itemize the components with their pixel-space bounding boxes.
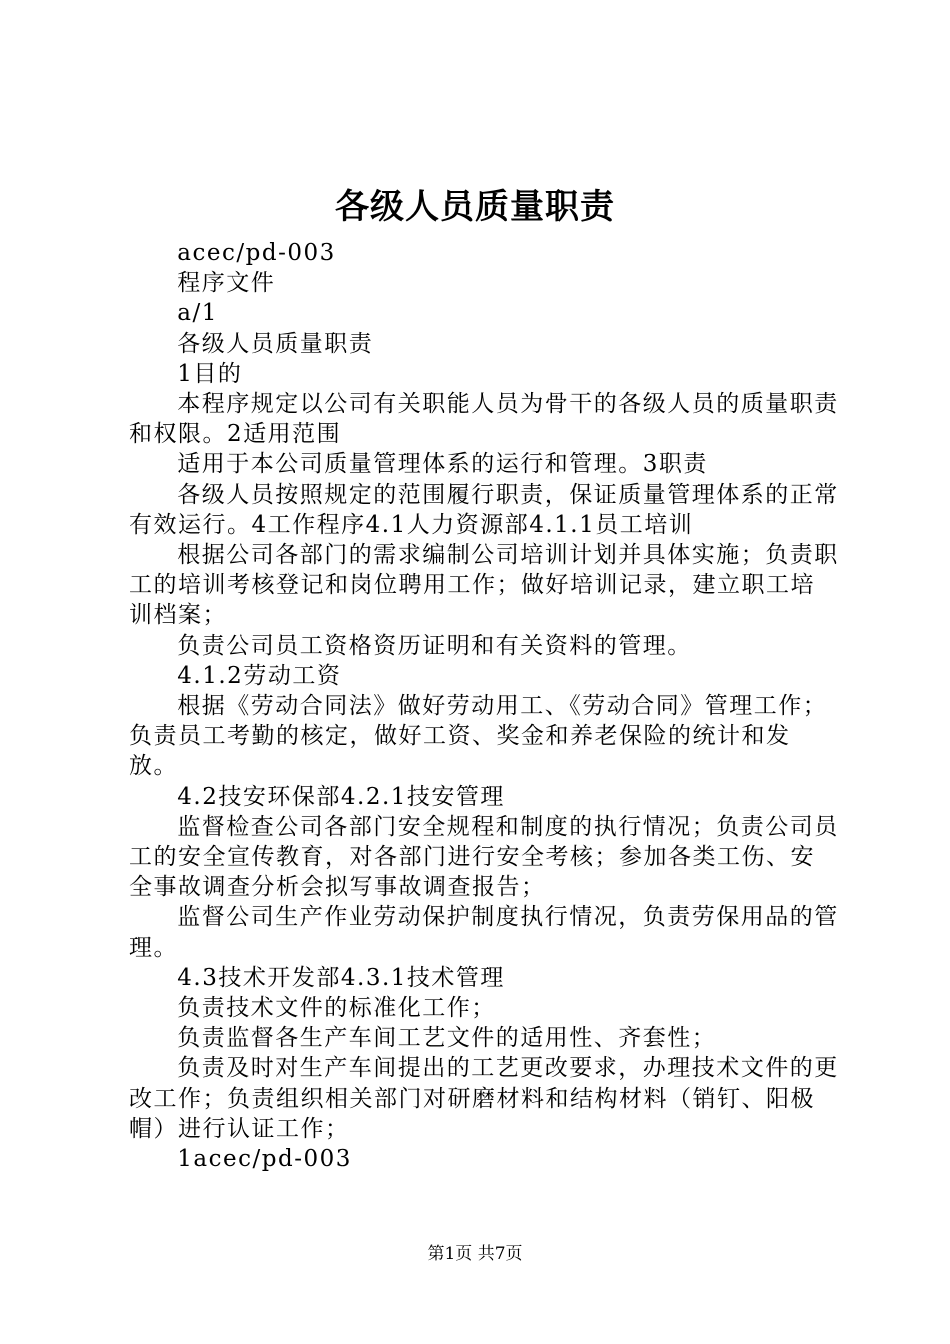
page-number-footer: 第1页 共7页 [427,1244,523,1264]
document-title: 各级人员质量职责 [335,187,615,227]
paragraph: 负责及时对生产车间提出的工艺更改要求，办理技术文件的更改工作；负责组织相关部门对研磨材料和结构材料（销钉、阳极帽）进行认证工作； [129,1055,839,1142]
paragraph: 负责监督各生产车间工艺文件的适用性、齐套性； [177,1025,717,1052]
paragraph: 根据《劳动合同法》做好劳动用工、《劳动合同》管理工作；负责员工考勤的核定，做好工资、奖金和养老保险的统计和发放。 [129,693,828,780]
section-heading: 4.2技安环保部4.2.1技安管理 [177,783,505,810]
doc-code-footer-line: 1acec/pd-003 [177,1146,352,1173]
paragraph: 各级人员按照规定的范围履行职责，保证质量管理体系的正常有效运行。4工作程序4.1人力资源部4.1.1员工培训 [129,481,839,538]
paragraph: 负责公司员工资格资历证明和有关资料的管理。 [177,632,692,659]
doc-version-line: a/1 [177,300,218,327]
paragraph: 适用于本公司质量管理体系的运行和管理。3职责 [177,451,708,478]
paragraph: 本程序规定以公司有关职能人员为骨干的各级人员的质量职责和权限。2适用范围 [129,391,839,448]
paragraph: 根据公司各部门的需求编制公司培训计划并具体实施；负责职工的培训考核登记和岗位聘用工作；做好培训记录，建立职工培训档案； [129,542,839,629]
paragraph: 监督检查公司各部门安全规程和制度的执行情况；负责公司员工的安全宣传教育，对各部门进行安全考核；参加各类工伤、安全事故调查分析会拟写事故调查报告； [129,813,839,901]
doc-code-line: acec/pd-003 [177,240,336,266]
paragraph: 负责技术文件的标准化工作； [177,995,496,1022]
paragraph: 监督公司生产作业劳动保护制度执行情况，负责劳保用品的管理。 [129,904,839,961]
section-heading: 1目的 [177,360,243,387]
doc-type-line: 程序文件 [177,270,276,297]
section-heading: 4.3技术开发部4.3.1技术管理 [177,964,505,991]
document-body [129,238,839,1174]
section-heading: 4.1.2劳动工资 [177,662,342,689]
doc-subtitle-line: 各级人员质量职责 [177,330,374,357]
